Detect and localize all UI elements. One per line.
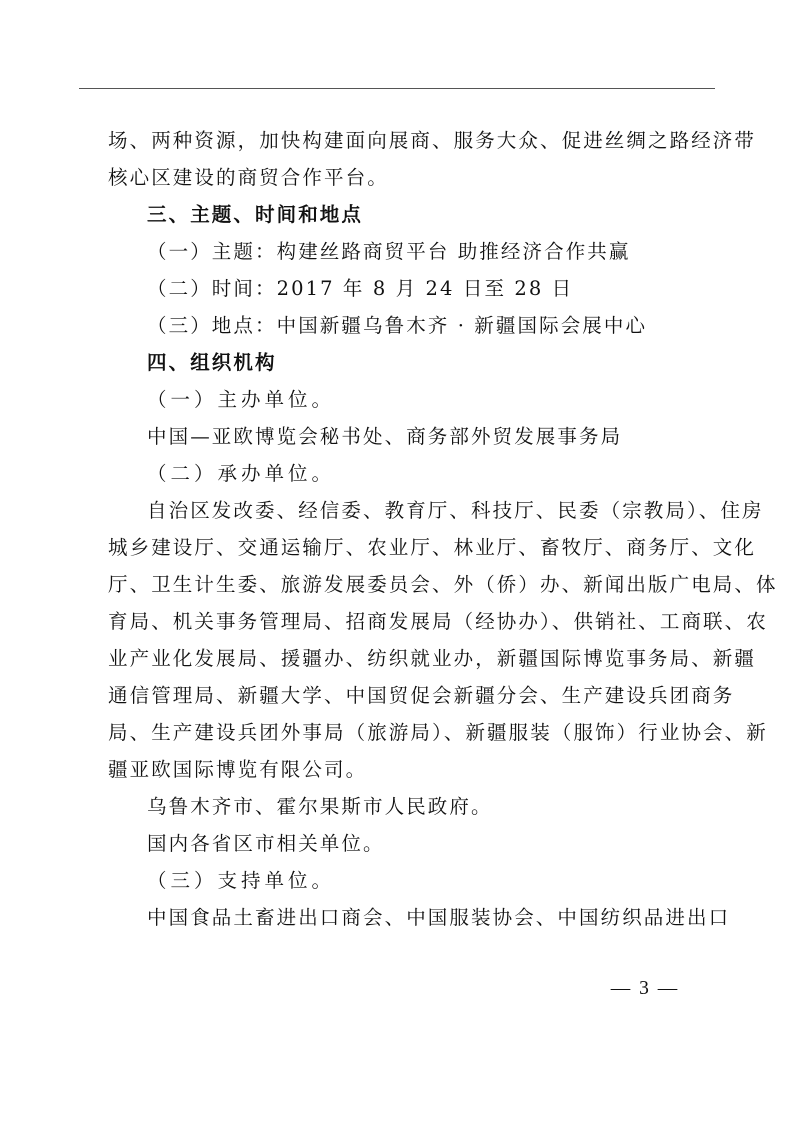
support-line: 中国食品土畜进出口商会、中国服装协会、中国纺织品进出口 (147, 906, 731, 929)
theme-line: （一）主题：构建丝路商贸平台 助推经济合作共赢 (147, 240, 631, 263)
organizer-heading: （二）承办单位。 (147, 462, 336, 485)
place-line: （三）地点：中国新疆乌鲁木齐 · 新疆国际会展中心 (147, 314, 648, 337)
domestic-text: 国内各省区市相关单位。 (147, 832, 385, 855)
body-line: 核心区建设的商贸合作平台。 (108, 166, 389, 189)
section-heading-4: 四、组织机构 (147, 351, 277, 374)
header-rule (79, 88, 715, 89)
organizer-line: 自治区发改委、经信委、教育厅、科技厅、民委（宗教局）、住房 (147, 499, 764, 522)
section-heading-3: 三、主题、时间和地点 (147, 203, 364, 226)
page-number: — 3 — (610, 978, 680, 999)
organizer-line: 厅、卫生计生委、旅游发展委员会、外（侨）办、新闻出版广电局、体 (108, 573, 778, 596)
organizer-line: 局、生产建设兵团外事局（旅游局）、新疆服装（服饰）行业协会、新 (108, 721, 768, 744)
support-heading: （三）支持单位。 (147, 869, 336, 892)
organizer-line: 育局、机关事务管理局、招商发展局（经协办）、供销社、工商联、农 (108, 610, 768, 633)
body-line: 场、两种资源，加快构建面向展商、服务大众、促进丝绸之路经济带 (108, 129, 757, 152)
organizer-line: 城乡建设厅、交通运输厅、农业厅、林业厅、畜牧厅、商务厅、文化 (108, 536, 757, 559)
city-text: 乌鲁木齐市、霍尔果斯市人民政府。 (147, 795, 493, 818)
host-heading: （一）主办单位。 (147, 388, 336, 411)
time-line: （二）时间：2017 年 8 月 24 日至 28 日 (147, 277, 574, 300)
organizer-line: 疆亚欧国际博览有限公司。 (108, 758, 368, 781)
document-body (108, 122, 778, 936)
organizer-line: 通信管理局、新疆大学、中国贸促会新疆分会、生产建设兵团商务 (108, 684, 735, 707)
host-text: 中国—亚欧博览会秘书处、商务部外贸发展事务局 (147, 425, 623, 448)
organizer-line: 业产业化发展局、援疆办、纺织就业办，新疆国际博览事务局、新疆 (108, 647, 757, 670)
